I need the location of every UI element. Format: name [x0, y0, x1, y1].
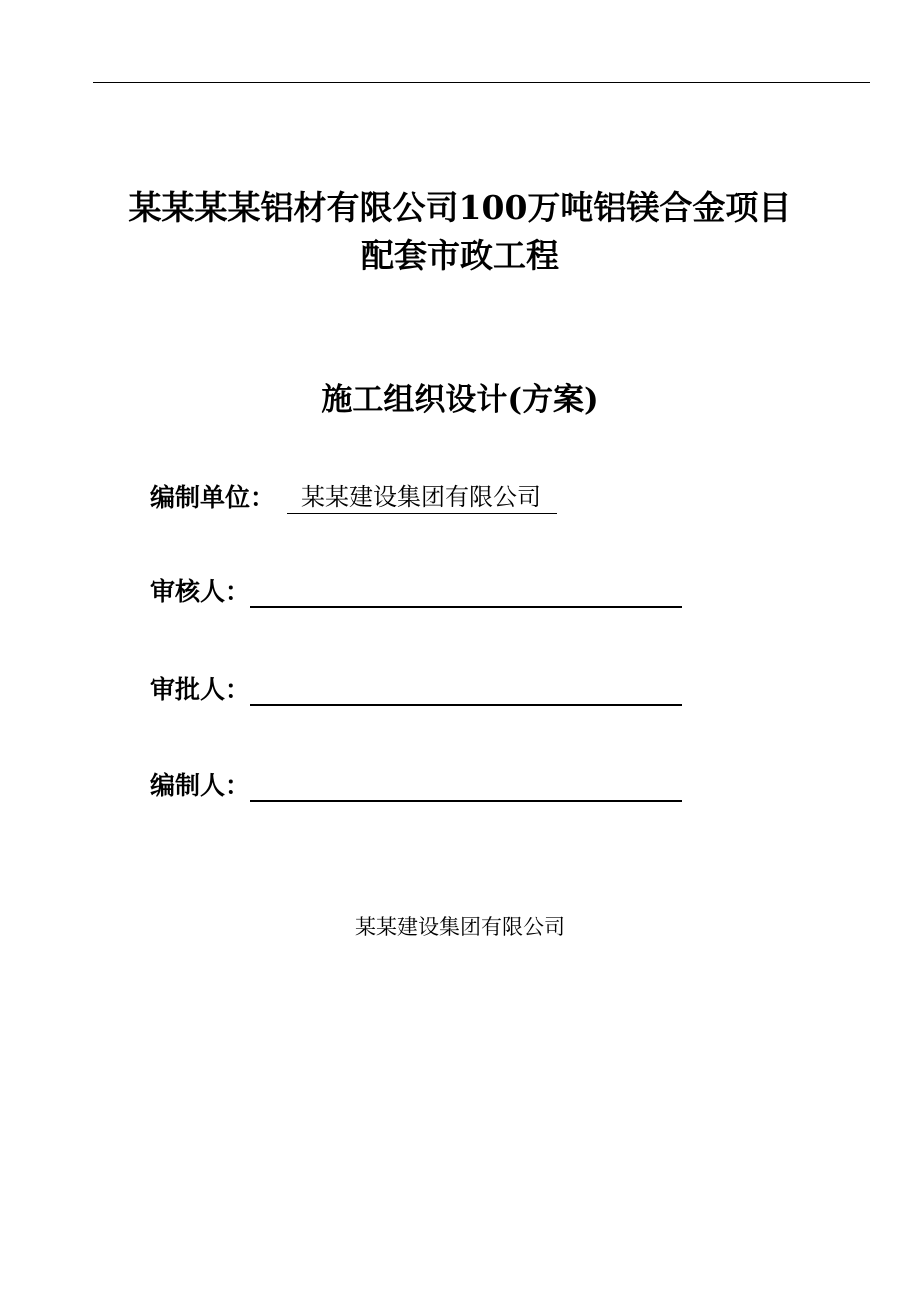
document-title-line-2: 配套市政工程: [361, 236, 559, 275]
reviewer-blank-line: [250, 577, 682, 608]
author-label: 编制人：: [150, 771, 251, 800]
author-blank-line: [250, 771, 682, 802]
field-author: [150, 766, 682, 802]
field-compiling-unit: [150, 478, 557, 514]
field-reviewer: [150, 572, 682, 608]
compiling-unit-label: 编制单位：: [150, 483, 276, 512]
document-title-line-1: 某某某某铝材有限公司100万吨铝镁合金项目: [128, 188, 792, 227]
footer-company-name: 某某建设集团有限公司: [355, 915, 565, 939]
compiling-unit-value: 某某建设集团有限公司: [287, 481, 557, 514]
header-rule: [93, 82, 870, 83]
field-approver: [150, 670, 682, 706]
approver-label: 审批人：: [150, 675, 251, 704]
reviewer-label: 审核人：: [150, 577, 251, 606]
document-subtitle: 施工组织设计(方案): [321, 382, 599, 418]
approver-blank-line: [250, 675, 682, 706]
